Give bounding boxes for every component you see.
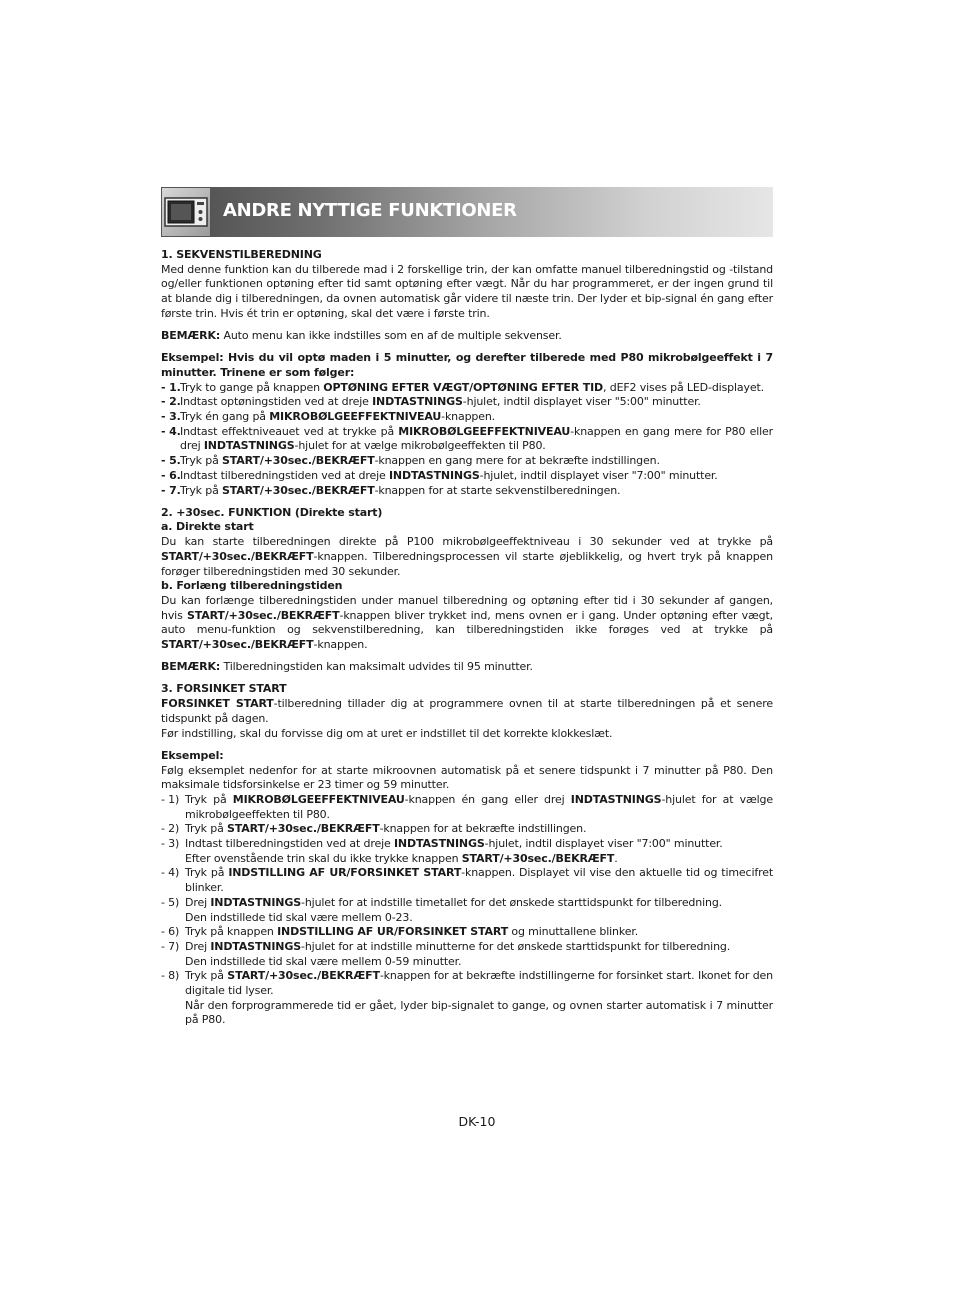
section-3-example-text: Følg eksemplet nedenfor for at starte mikroovnen automatisk på et senere tidspunkt i 7 minutter på P80. Den maksimale tidsforsinkelse er 23 timer og 59 minutter. bbox=[161, 763, 773, 792]
page-number: DK-10 bbox=[458, 1114, 496, 1129]
section-header bbox=[161, 187, 773, 237]
step-number: - 8) bbox=[161, 969, 180, 983]
section-3-steps bbox=[161, 793, 773, 1028]
list-item bbox=[161, 969, 773, 1028]
step-number: - 3. bbox=[161, 410, 181, 424]
step-subtext: Efter ovenstående trin skal du ikke trykke knappen START/+30sec./BEKRÆFT. bbox=[185, 851, 618, 865]
section-1-example-title: Eksempel: Hvis du vil optø maden i 5 minutter, og derefter tilberede med P80 mikrobølgeeffekt i 7 minutter. Trinene er som følger: bbox=[161, 351, 773, 379]
step-number: - 3) bbox=[161, 837, 180, 851]
list-item bbox=[161, 454, 773, 469]
list-item bbox=[161, 410, 773, 425]
step-text: Indtast tilberedningstiden ved at dreje INDTASTNINGS-hjulet, indtil displayet viser "7:00" minutter. Efter ovenstående trin skal du ikke trykke knappen START/+30sec./BEKRÆFT. bbox=[185, 837, 773, 866]
section-3-intro: FORSINKET START-tilberedning tillader dig at programmere ovnen til at starte tilberedningen på et senere tidspunkt på dagen. bbox=[161, 697, 773, 725]
step-text: Tryk på START/+30sec./BEKRÆFT-knappen for at starte sekvenstilberedningen. bbox=[180, 483, 621, 497]
section-1-steps bbox=[161, 381, 773, 499]
list-item bbox=[161, 484, 773, 499]
section-3-heading: 3. FORSINKET START bbox=[161, 682, 287, 696]
step-number: - 4) bbox=[161, 866, 180, 880]
page-title: ANDRE NYTTIGE FUNKTIONER bbox=[223, 200, 517, 221]
step-text: Tryk på knappen INDSTILLING AF UR/FORSINKET START og minuttallene blinker. bbox=[185, 925, 639, 939]
step-text: Drej INDTASTNINGS-hjulet for at indstille minutterne for det ønskede starttidspunkt for tilberedning. Den indstillede tid skal være mellem 0-59 minutter. bbox=[185, 940, 773, 969]
list-item bbox=[161, 837, 773, 866]
step-text: Tryk på INDSTILLING AF UR/FORSINKET START-knappen. Displayet vil vise den aktuelle tid og timecifret blinker. bbox=[185, 866, 773, 895]
step-subtext: Den indstillede tid skal være mellem 0-23. bbox=[185, 910, 413, 924]
step-number: - 6) bbox=[161, 925, 180, 939]
step-number: - 5. bbox=[161, 454, 181, 468]
list-item bbox=[161, 469, 773, 484]
step-number: - 4. bbox=[161, 424, 181, 438]
section-3-example-label: Eksempel: bbox=[161, 748, 224, 762]
step-number: - 5) bbox=[161, 895, 180, 909]
step-text: Tryk to gange på knappen OPTØNING EFTER VÆGT/OPTØNING EFTER TID, dEF2 vises på LED-displayet. bbox=[180, 380, 764, 394]
step-number: - 1) bbox=[161, 792, 180, 806]
list-item bbox=[161, 822, 773, 837]
step-number: - 2) bbox=[161, 822, 180, 836]
step-subtext: Når den forprogrammerede tid er gået, lyder bip-signalet to gange, og ovnen starter automatisk i 7 minutter på P80. bbox=[185, 998, 773, 1027]
list-item bbox=[161, 381, 773, 396]
step-number: - 2. bbox=[161, 395, 181, 409]
step-number: - 6. bbox=[161, 468, 181, 482]
list-item bbox=[161, 425, 773, 454]
step-text: Indtast optøningstiden ved at dreje INDTASTNINGS-hjulet, indtil displayet viser "5:00" minutter. bbox=[180, 395, 701, 409]
section-1-heading: 1. SEKVENSTILBEREDNING bbox=[161, 248, 322, 261]
step-text: Tryk på START/+30sec./BEKRÆFT-knappen en gang mere for at bekræfte indstillingen. bbox=[180, 454, 660, 468]
step-text: Drej INDTASTNINGS-hjulet for at indstille timetallet for det ønskede starttidspunkt for tilberedning. Den indstillede tid skal være mellem 0-23. bbox=[185, 896, 773, 925]
list-item bbox=[161, 793, 773, 822]
section-1-intro: Med denne funktion kan du tilberede mad i 2 forskellige trin, der kan omfatte manuel tilberedningstid og -tilstand og/eller funktionen optøning efter tid samt optøning efter vægt. Når du har programmeret, er der ingen grund til at blande dig i tilberedningen, da ovnen automatisk går videre til næste trin. Der lyder et bip-signal én gang efter første trin. Hvis ét trin er optøning, skal det være i første trin. bbox=[161, 262, 773, 320]
step-text: Tryk på START/+30sec./BEKRÆFT-knappen for at bekræfte indstillingen. bbox=[185, 822, 587, 836]
list-item bbox=[161, 866, 773, 895]
section-2-heading: 2. +30sec. FUNKTION (Direkte start) bbox=[161, 505, 383, 519]
step-number: - 1. bbox=[161, 380, 181, 394]
section-2b-heading: b. Forlæng tilberedningstiden bbox=[161, 579, 343, 593]
document-body bbox=[161, 248, 773, 1028]
step-text: Tryk på MIKROBØLGEEFFEKTNIVEAU-knappen én gang eller drej INDTASTNINGS-hjulet for at vælge mikrobølgeeffekten til P80. bbox=[185, 792, 773, 821]
step-text: Indtast tilberedningstiden ved at dreje INDTASTNINGS-hjulet, indtil displayet viser "7:00" minutter. bbox=[180, 468, 718, 482]
note-label: BEMÆRK: bbox=[161, 329, 221, 343]
section-2-note: BEMÆRK: Tilberedningstiden kan maksimalt udvides til 95 minutter. bbox=[161, 660, 533, 674]
section-2b-text: Du kan forlænge tilberedningstiden under manuel tilberedning og optøning efter tid i 30 sekunder af gangen, hvis START/+30sec./BEKRÆFT-knappen bliver trykket ind, mens ovnen er i gang. Under optøning efter vægt, auto menu-funktion og sekvenstilberedning, kan tilberedningstiden ikke forøges ved at trykke på START/+30sec./BEKRÆFT-knappen. bbox=[161, 593, 774, 652]
section-2a-heading: a. Direkte start bbox=[161, 520, 254, 534]
section-1-note: BEMÆRK: Auto menu kan ikke indstilles som en af de multiple sekvenser. bbox=[161, 329, 562, 343]
section-3-intro2: Før indstilling, skal du forvisse dig om at uret er indstillet til det korrekte klokkeslæt. bbox=[161, 726, 613, 740]
microwave-icon bbox=[161, 187, 211, 237]
list-item bbox=[161, 896, 773, 925]
list-item bbox=[161, 925, 773, 940]
step-text: Indtast effektniveauet ved at trykke på MIKROBØLGEEFFEKTNIVEAU-knappen en gang mere for P80 eller drej INDTASTNINGS-hjulet for at vælge mikrobølgeeffekten til P80. bbox=[180, 424, 773, 453]
section-2a-text: Du kan starte tilberedningen direkte på P100 mikrobølgeeffektniveau i 30 sekunder ved at trykke på START/+30sec./BEKRÆFT-knappen. Tilberedningsprocessen vil starte øjeblikkelig, og hvert tryk på knappen forøger tilberedningstiden med 30 sekunder. bbox=[161, 535, 773, 578]
list-item bbox=[161, 940, 773, 969]
step-number: - 7. bbox=[161, 483, 181, 497]
list-item bbox=[161, 395, 773, 410]
step-number: - 7) bbox=[161, 939, 180, 953]
step-text: Tryk på START/+30sec./BEKRÆFT-knappen for at bekræfte indstillingerne for forsinket start. Ikonet for den digitale tid lyser. Når den forprogrammerede tid er gået, lyder bip-signalet to gange, og ovnen starter automatisk i 7 minutter på P80. bbox=[185, 969, 773, 1027]
step-text: Tryk én gang på MIKROBØLGEEFFEKTNIVEAU-knappen. bbox=[180, 410, 496, 424]
step-subtext: Den indstillede tid skal være mellem 0-59 minutter. bbox=[185, 954, 462, 968]
